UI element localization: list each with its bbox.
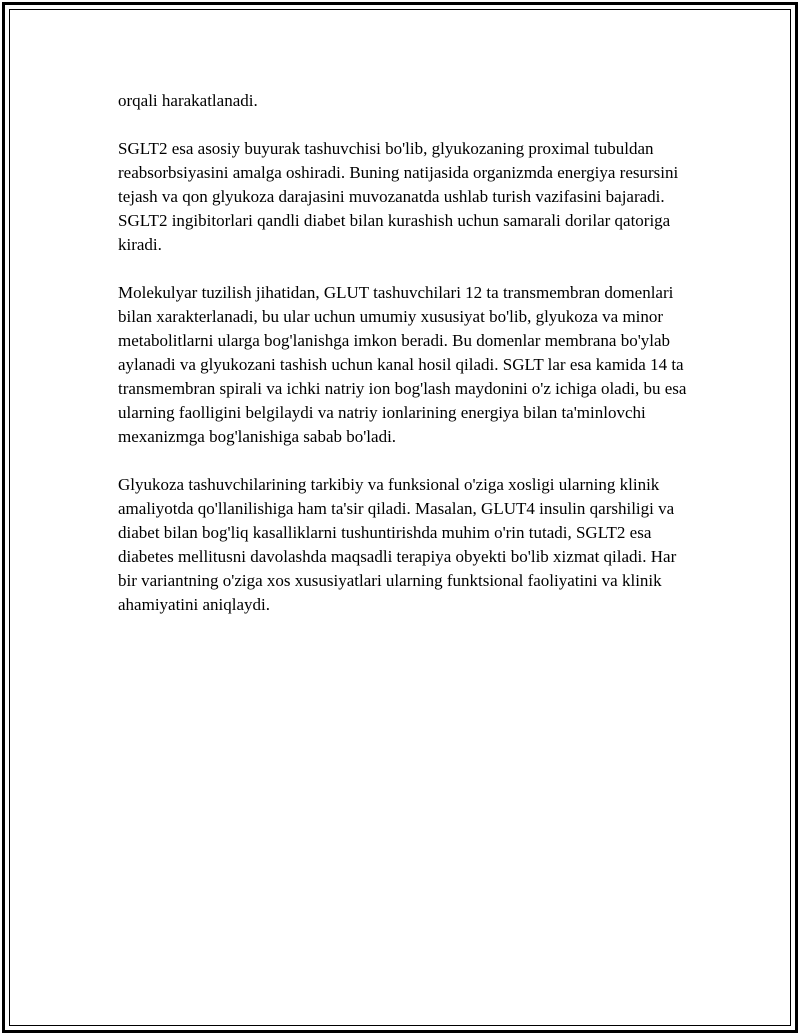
paragraph-continuation: orqali harakatlanadi. xyxy=(118,91,258,110)
paragraph-molecular-structure: Molekulyar tuzilish jihatidan, GLUT tashuvchilari 12 ta transmembran domenlari bilan xarakterlanadi, bu ular uchun umumiy xususiyat bo'lib, glyukoza va minor metabolitlarni ularga bog'lanishga imkon beradi. Bu domenlar membrana bo'ylab aylanadi va glyukozani tashish uchun kanal hosil qiladi. SGLT lar esa kamida 14 ta transmembran spirali va ichki natriy ion bog'lash maydonini o'z ichiga oladi, bu esa ularning faolligini belgilaydi va natriy ionlarining energiya bilan ta'minlovchi mexanizmga bog'lanishiga sabab bo'ladi. xyxy=(118,283,687,446)
document-body xyxy=(118,89,690,641)
paragraph-clinical-significance: Glyukoza tashuvchilarining tarkibiy va funksional o'ziga xosligi ularning klinik amaliyotda qo'llanilishiga ham ta'sir qiladi. Masalan, GLUT4 insulin qarshiligi va diabet bilan bog'liq kasalliklarni tushuntirishda muhim o'rin tutadi, SGLT2 esa diabetes mellitusni davolashda maqsadli terapiya obyekti bo'lib xizmat qiladi. Har bir variantning o'ziga xos xususiyatlari ularning funktsional faoliyatini va klinik ahamiyatini aniqlaydi. xyxy=(118,475,677,614)
paragraph-sglt2: SGLT2 esa asosiy buyurak tashuvchisi bo'lib, glyukozaning proximal tubuldan reabsorbsiyasini amalga oshiradi. Buning natijasida organizmda energiya resursini tejash va qon glyukoza darajasini muvozanatda ushlab turish vazifasini bajaradi. SGLT2 ingibitorlari qandli diabet bilan kurashish uchun samarali dorilar qatoriga kiradi. xyxy=(118,139,679,254)
